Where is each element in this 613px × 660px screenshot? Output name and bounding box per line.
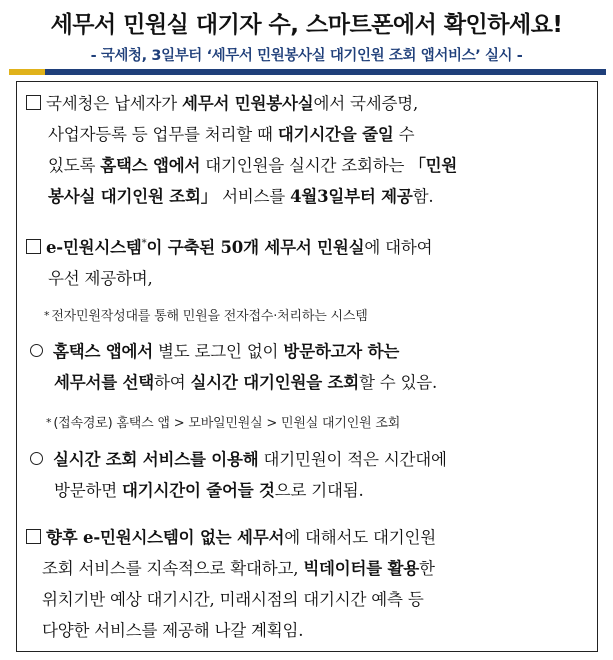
asterisk-icon: *: [46, 416, 52, 429]
circle-bullet-icon: [30, 344, 43, 357]
square-bullet-icon: [26, 239, 41, 254]
header-rule: [9, 69, 606, 75]
paragraph-4: 실시간 조회 서비스를 이용해 대기민원이 적은 시간대에 방문하면 대기시간이 줄어들 것으로 기대됨.: [30, 444, 606, 506]
paragraph-1: 국세청은 납세자가 세무서 민원봉사실에서 국세증명, 사업자등록 등 업무를 처리할 때 대기시간을 줄일 수 있도록 홈택스 앱에서 대기인원을 실시간 조회하는 「민원 봉사실 대기인원 조회」 서비스를 4월3일부터 제공함.: [26, 88, 602, 212]
header-rule-accent: [9, 69, 45, 75]
page-subtitle: - 국세청, 3일부터 ‘세무서 민원봉사실 대기인원 조회 앱서비스’ 실시 -: [90, 48, 523, 64]
footnote-access-path: * (접속경로) 홈택스 앱 > 모바일민원실 > 민원실 대기인원 조회: [46, 416, 401, 431]
page-title: 세무서 민원실 대기자 수, 스마트폰에서 확인하세요!: [50, 12, 563, 38]
paragraph-5: 향후 e-민원시스템이 없는 세무서에 대해서도 대기인원 조회 서비스를 지속적으로 확대하고, 빅데이터를 활용한 위치기반 예상 대기시간, 미래시점의 대기시간 예측 등 다양한 서비스를 제공해 나갈 계획임.: [26, 522, 602, 646]
footnote-e-minwon: * 전자민원작성대를 통해 민원을 전자접수·처리하는 시스템: [44, 309, 368, 324]
asterisk-icon: *: [44, 309, 50, 322]
square-bullet-icon: [26, 529, 41, 544]
paragraph-2: e-민원시스템*이 구축된 50개 세무서 민원실에 대하여 우선 제공하며,: [26, 228, 602, 294]
paragraph-3: 홈택스 앱에서 별도 로그인 없이 방문하고자 하는 세무서를 선택하여 실시간 대기인원을 조회할 수 있음.: [30, 336, 606, 398]
square-bullet-icon: [26, 95, 41, 110]
circle-bullet-icon: [30, 452, 43, 465]
